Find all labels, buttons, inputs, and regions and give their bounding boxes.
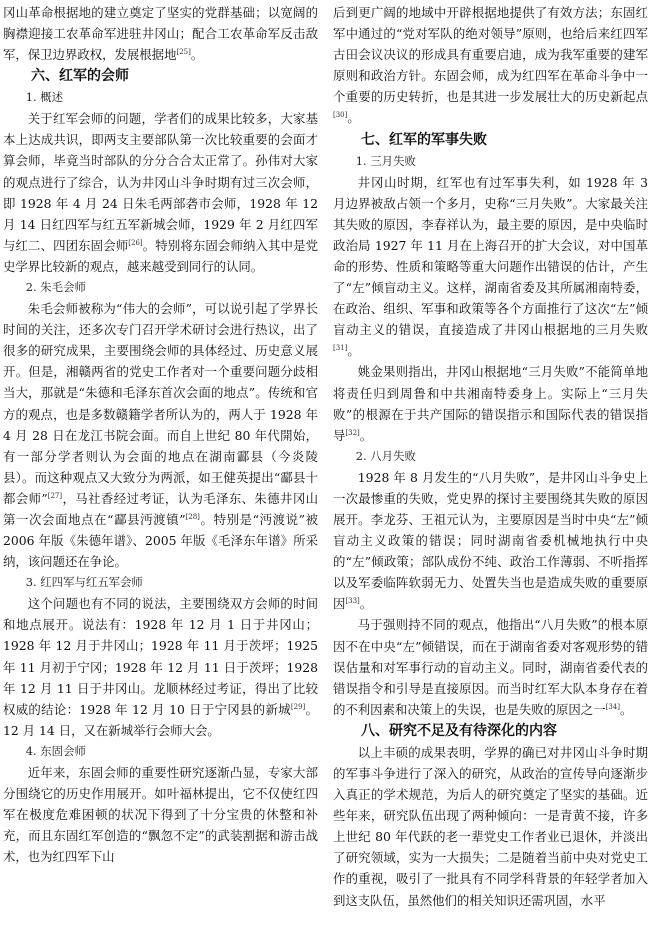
body-paragraph (333, 172, 648, 362)
paragraph-text: 后到更广阔的地域中开辟根据地提供了有效方法；东固红军中通过的“党对军队的绝对领导”原则，也给后来红四军古田会议决议的形成具有重要启迪，成为我军重要的建军原则和政治方针。东固会师，成为红四军在革命斗争中一个重要的历史转折，也是其进一步发展壮大的历史新起点 (333, 5, 648, 105)
body-paragraph (333, 2, 648, 129)
citation-ref: [25] (176, 48, 191, 57)
paragraph-text: 。 (190, 47, 204, 63)
citation-ref: [28] (185, 512, 200, 521)
subsection-heading: 2. 朱毛会师 (25, 280, 86, 295)
right-column (333, 2, 648, 938)
citation-ref: [32] (345, 428, 360, 437)
citation-ref: [30] (333, 111, 348, 120)
body-paragraph (333, 361, 648, 445)
paragraph-text: 。 (359, 427, 373, 443)
subsection-heading: 1. 三月失败 (355, 153, 416, 168)
paragraph-text: 。 (619, 701, 633, 717)
paragraph-text: 以上丰硕的成果表明，学界的确已对井冈山斗争时期的军事斗争进行了深入的研究，从政治的宣传导向逐渐步入真正的学术规范，为后人的研究奠定了坚实的基础。近些年来，研究队伍出现了两种倾向：一是青黄不接，许多上世纪 80 年代跃的老一辈党史工作者业已退休，并淡出了研究领域，实为一大损失；二是随着当前中央对党史工作的重视，吸引了一批具有不同学科背景的年轻学者加入到这支队伍，虽然他们的相关知识还需巩固，水平 (333, 744, 648, 908)
subsection-heading: 4. 东固会师 (25, 743, 86, 758)
citation-ref: [34] (605, 702, 620, 711)
section-heading: 八、研究不足及有待深化的内容 (361, 722, 557, 739)
paragraph-text: 。特别是“沔渡说”被 2006 年版《朱德年谱》、2005 年版《毛泽东年谱》所采纳，该问题还在争论。 (3, 511, 318, 570)
paragraph-text: 马于强则持不同的观点，他指出“八月失败”的根本原因不在中央“左”倾错误，而在于湖南省委对客观形势的错误估量和对军事行动的盲动主义。同时，湖南省委代表的错误指令和引导是直接原因。而当时红军大队本身存在着的不利因素和决策上的失误，也是失败的原因之一 (333, 617, 648, 717)
body-paragraph (333, 742, 648, 911)
section-heading: 六、红军的会师 (31, 68, 129, 85)
paragraph-text: 。特别将东固会师纳入其中是党史学界比较新的观点，越来越受到同行的认同。 (3, 237, 318, 274)
section-heading: 七、红军的军事失败 (361, 131, 487, 148)
citation-ref: [26] (128, 238, 143, 247)
paragraph-text: 这个问题也有不同的说法，主要围绕双方会师的时间和地点展开。说法有：1928 年 12 月 1 日于井冈山；1928 年 12 月于井冈山；1928 年 11 月于茨坪；1925 年 11 月初于宁冈；1928 年 12 月 11 日于茨坪；1928 年 12 月 11 日于井冈山。龙顺林经过考证，得出了比较权威的结论：1928 年 12 月 10 日于宁冈县的新城 (3, 596, 318, 717)
paragraph-text: 。 (359, 596, 373, 612)
paragraph-text: 冈山革命根据地的建立奠定了坚实的党群基础；以宽阔的胸襟迎接工农革命军进驻井冈山；配合工农革命军反击敌军，保卫边界政权，发展根据地 (3, 5, 318, 63)
citation-ref: [31] (333, 344, 348, 353)
body-paragraph (3, 2, 318, 65)
paragraph-text: 近年来，东固会师的重要性研究逐渐凸显，专家大部分围绕它的历史作用展开。如叶福林提出，它不仅使红四军在极度危难困顿的状况下得到了十分宝贵的休整和补充，而且东固红军创造的“飘忽不定”的武装割据和游击战术，也为红四军下山 (3, 764, 318, 865)
paragraph-text: 。12 月 14 日，又在新城举行会师大会。 (3, 701, 318, 738)
paragraph-text: 。 (347, 110, 360, 126)
paragraph-text: 姚金果则指出，井冈山根据地“三月失败”不能简单地将责任归到周鲁和中共湘南特委身上。实际上“三月失败”的根源在于共产国际的错误指示和国际代表的错误指导 (333, 364, 648, 443)
body-paragraph (3, 298, 318, 572)
body-paragraph (333, 614, 648, 719)
body-paragraph (3, 762, 318, 867)
paragraph-text: 1928 年 8 月发生的“八月失败”，是井冈山斗争史上一次最惨重的失败，党史界的探讨主要围绕其失败的原因展开。李龙芬、王祖元认为，主要原因是当时中央“左”倾盲动主义政策的错误；同时湖南省委机械地执行中央的“左”倾政策；部队成份不纯、政治工作薄弱、不听指挥以及军委临阵软弱无力、处置失当也是造成失败的重要原因 (333, 469, 648, 612)
paragraph-text: 朱毛会师被称为“伟大的会师”，可以说引起了学界长时间的关注，还多次专门召开学术研讨会进行热议，出了很多的研究成果，主要围绕会师的具体经过、历史意义展开。但是，湘赣两省的党史工作者对一个重要问题分歧相当大，那就是“朱德和毛泽东首次会面的地点”。传统和官方的观点，也是多数赣籍学者所认为的，两人于 1928 年 4 月 28 日在龙江书院会面。而自上世纪 80 年代開始，有一部分学者则认为会面的地点在湖南酃县（今炎陵县）。而这种观点又大致分为两派，如王健英提出“酃县十都会师” (3, 301, 318, 506)
paragraph-text: 关于红军会师的问题，学者们的成果比较多，大家基本上达成共识，即两支主要部队第一次比较重要的会面才算会师，毕竟当时部队的分分合合太正常了。孙伟对大家的观点进行了综合，认为井冈山斗争时期有过三次会师，即 1928 年 4 月 24 日朱毛两部砻市会师，1928 年 12 月 14 日红四军与红五军新城会师，1929 年 2 月红四军与红二、四团东固会师 (3, 111, 318, 253)
subsection-heading: 1. 概述 (25, 90, 64, 105)
citation-ref: [27] (47, 491, 63, 500)
paragraph-text: ，马社香经过考证，认为毛泽东、朱德井冈山第一次会面地点在“酃县沔渡镇” (3, 490, 318, 527)
body-paragraph (3, 593, 318, 741)
subsection-heading: 2. 八月失败 (355, 448, 416, 463)
citation-ref: [33] (345, 597, 360, 606)
subsection-heading: 3. 红四军与红五军会师 (25, 575, 143, 590)
body-paragraph (3, 108, 318, 277)
citation-ref: [29] (290, 702, 306, 711)
body-paragraph (333, 467, 648, 615)
paragraph-text: 井冈山时期，红军也有过军事失利，如 1928 年 3 月边界被敌占领一个多月，史称“三月失败”。大家最关注其失败的原因，李春祥认为，最主要的原因，是中央临时政治局 1927 年 11 月在上海召开的扩大会议，对中国革命的形势、性质和策略等重大问题作出错误的估计，产生了“左”倾盲动主义。这样，湖南省委及其所属湘南特委，在政治、组织、军事和政策等各个方面推行了这次“左”倾盲动主义的错误，直接造成了井冈山根据地的三月失败 (333, 174, 648, 338)
paragraph-text: 。 (347, 343, 360, 359)
left-column (3, 2, 318, 938)
